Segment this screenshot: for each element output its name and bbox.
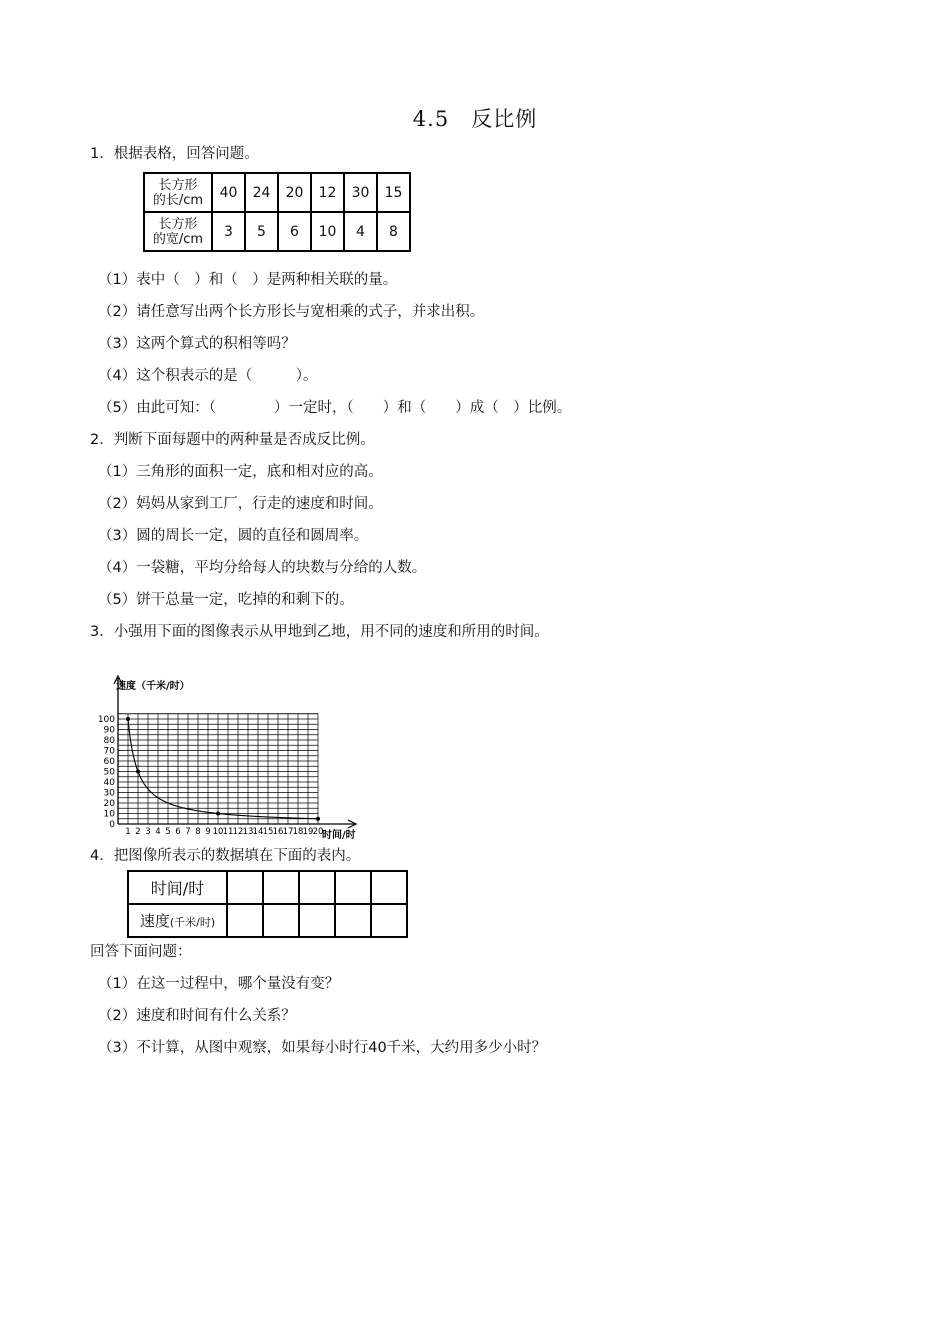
x-tick-label: 13 xyxy=(242,827,254,837)
q2-item-5: （5）饼干总量一定，吃掉的和剩下的。 xyxy=(98,592,354,608)
blank-cell[interactable] xyxy=(227,871,263,904)
y-tick-label: 70 xyxy=(103,746,115,757)
y-tick-label: 40 xyxy=(103,778,115,788)
table-cell: 3 xyxy=(212,212,245,251)
row-label-speed xyxy=(128,904,227,937)
row-label-speed-main: 速度 xyxy=(139,912,170,930)
q4-sub-heading: 回答下面问题： xyxy=(90,944,192,960)
x-tick-label: 7 xyxy=(185,827,191,837)
data-point xyxy=(126,717,130,721)
blank-cell[interactable] xyxy=(263,871,299,904)
q2-item-2: （2）妈妈从家到工厂，行走的速度和时间。 xyxy=(98,496,383,512)
x-tick-label: 3 xyxy=(145,827,151,837)
q1-item-4: （4）这个积表示的是（ ）。 xyxy=(98,368,318,384)
table-cell: 10 xyxy=(311,212,344,251)
q4-item-1: （1）在这一过程中，哪个量没有变？ xyxy=(98,976,340,992)
x-tick-label: 9 xyxy=(205,827,211,837)
q2-item-3: （3）圆的周长一定，圆的直径和圆周率。 xyxy=(98,528,369,544)
table-cell: 15 xyxy=(377,173,410,212)
x-tick-label: 6 xyxy=(175,827,181,837)
x-tick-label: 12 xyxy=(232,827,244,837)
table-row xyxy=(128,904,407,937)
q4-item-2: （2）速度和时间有什么关系？ xyxy=(98,1008,296,1024)
q1-item-5: （5）由此可知：（ ）一定时，（ ）和（ ）成（ ）比例。 xyxy=(98,400,572,416)
x-tick-label: 14 xyxy=(252,827,264,837)
blank-cell[interactable] xyxy=(227,904,263,937)
row-label-time: 时间/时 xyxy=(128,871,227,904)
series-curve xyxy=(128,719,318,819)
row-label-speed-unit: (千米/时) xyxy=(169,916,216,929)
x-tick-labels xyxy=(125,827,323,837)
y-tick-label: 60 xyxy=(103,757,115,767)
x-tick-label: 10 xyxy=(212,827,224,837)
q2-item-1: （1）三角形的面积一定，底和相对应的高。 xyxy=(98,464,383,480)
table-row xyxy=(144,173,410,212)
table-cell: 12 xyxy=(311,173,344,212)
x-tick-label: 4 xyxy=(155,827,161,837)
data-point xyxy=(136,770,140,774)
y-tick-label: 20 xyxy=(103,799,115,809)
y-tick-label: 30 xyxy=(103,788,115,799)
page-title: 4.5 反比例 xyxy=(412,107,538,131)
fill-in-table xyxy=(127,870,408,938)
y-tick-label: 0 xyxy=(109,820,115,830)
q2-item-4: （4）一袋糖，平均分给每人的块数与分给的人数。 xyxy=(98,560,427,576)
data-points xyxy=(126,717,320,821)
table-cell: 4 xyxy=(344,212,377,251)
q3-heading: 3．小强用下面的图像表示从甲地到乙地，用不同的速度和所用的时间。 xyxy=(90,624,549,640)
x-tick-label: 8 xyxy=(195,827,201,837)
row-label-width: 长方形 的宽/cm xyxy=(144,212,212,251)
blank-cell[interactable] xyxy=(335,904,371,937)
table-cell: 8 xyxy=(377,212,410,251)
table-cell: 20 xyxy=(278,173,311,212)
q2-heading: 2．判断下面每题中的两种量是否成反比例。 xyxy=(90,432,375,448)
blank-cell[interactable] xyxy=(299,904,335,937)
y-tick-label: 80 xyxy=(103,736,115,746)
y-tick-labels xyxy=(98,715,115,830)
x-tick-label: 18 xyxy=(292,827,304,837)
table-cell: 40 xyxy=(212,173,245,212)
y-tick-label: 100 xyxy=(97,715,115,725)
q4-heading: 4．把图像所表示的数据填在下面的表内。 xyxy=(90,848,361,864)
y-axis-label: 速度（千米/时） xyxy=(116,681,190,692)
x-tick-label: 5 xyxy=(165,827,171,837)
table-row xyxy=(144,212,410,251)
rectangle-table xyxy=(143,172,411,252)
row-label-length: 长方形 的长/cm xyxy=(144,173,212,212)
x-tick-label: 2 xyxy=(135,827,141,837)
table-cell: 30 xyxy=(344,173,377,212)
blank-cell[interactable] xyxy=(335,871,371,904)
x-tick-label: 16 xyxy=(272,827,284,837)
data-point xyxy=(316,817,320,821)
x-tick-label: 1 xyxy=(125,827,131,837)
table-cell: 6 xyxy=(278,212,311,251)
blank-cell[interactable] xyxy=(371,904,407,937)
x-tick-label: 20 xyxy=(312,827,324,837)
y-tick-label: 90 xyxy=(103,725,115,736)
x-tick-label: 17 xyxy=(282,827,294,837)
chart-grid xyxy=(118,714,318,824)
q1-item-1: （1）表中（ ）和（ ）是两种相关联的量。 xyxy=(98,272,398,288)
x-tick-label: 15 xyxy=(262,827,274,837)
x-tick-label: 19 xyxy=(302,827,314,837)
table-cell: 5 xyxy=(245,212,278,251)
chart-axes xyxy=(114,676,356,828)
q1-item-3: （3）这两个算式的积相等吗？ xyxy=(98,336,296,352)
blank-cell[interactable] xyxy=(299,871,335,904)
blank-cell[interactable] xyxy=(263,904,299,937)
blank-cell[interactable] xyxy=(371,871,407,904)
q4-item-3: （3）不计算，从图中观察，如果每小时行40千米，大约用多少小时？ xyxy=(98,1040,547,1056)
table-row xyxy=(128,871,407,904)
table-cell: 24 xyxy=(245,173,278,212)
speed-time-chart xyxy=(90,668,380,844)
q1-heading: 1．根据表格，回答问题。 xyxy=(90,146,259,162)
x-tick-label: 11 xyxy=(222,827,234,837)
data-point xyxy=(216,812,220,816)
y-tick-label: 50 xyxy=(103,767,115,778)
y-tick-label: 10 xyxy=(103,809,115,820)
q1-item-2: （2）请任意写出两个长方形长与宽相乘的式子，并求出积。 xyxy=(98,304,485,320)
x-axis-label: 时间/时 xyxy=(322,830,356,841)
